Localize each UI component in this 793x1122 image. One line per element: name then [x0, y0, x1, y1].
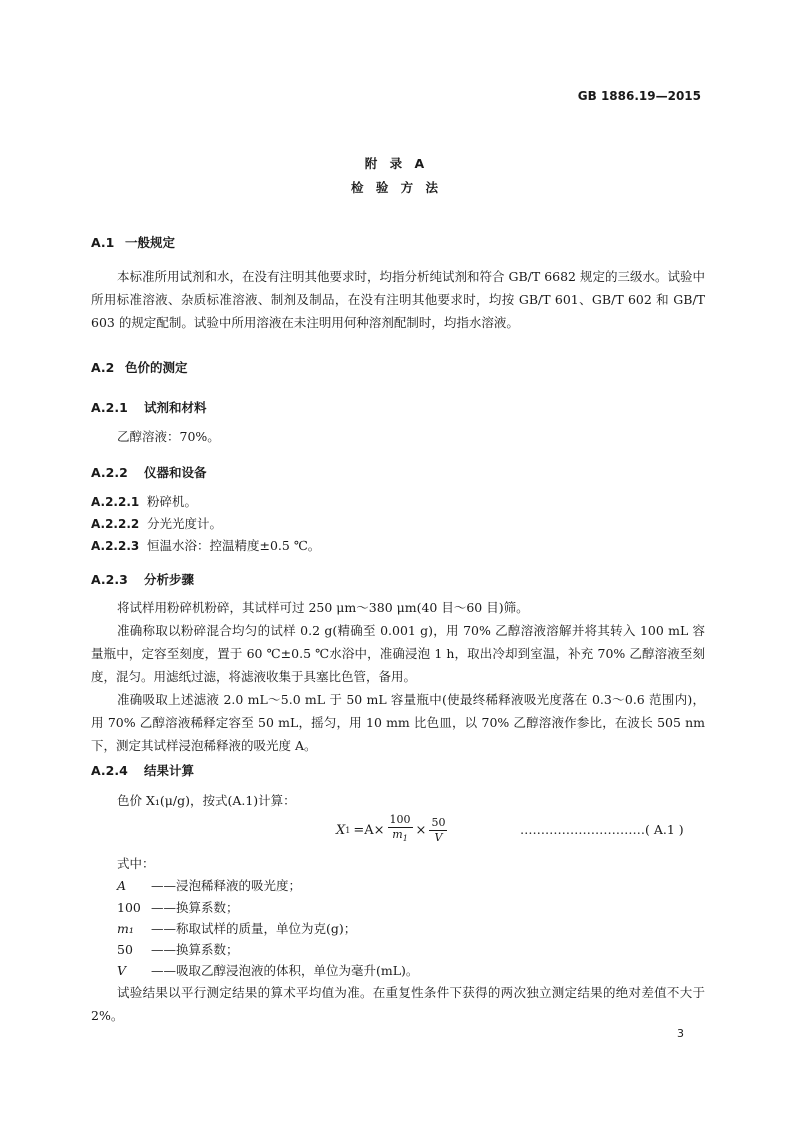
definition-symbol: V [117, 963, 127, 978]
appendix-title: 附 录 A [364, 156, 429, 171]
fraction-numerator: 50 [431, 815, 446, 829]
section-number: A.2.2 [91, 465, 128, 480]
section-number: A.2.4 [91, 763, 128, 778]
section-a1-heading [91, 233, 175, 251]
fraction-denominator: V [434, 830, 443, 844]
section-title: 结果计算 [144, 763, 195, 778]
section-number: A.1 [91, 235, 115, 250]
formula-fraction-2 [429, 816, 447, 845]
section-number: A.2.3 [91, 572, 128, 587]
equipment-item [91, 536, 320, 554]
appendix-subtitle: 检 验 方 法 [350, 180, 443, 195]
section-a21-heading [91, 398, 207, 416]
section-title: 试剂和材料 [144, 400, 207, 415]
item-text: 恒温水浴：控温精度±0.5 ℃。 [147, 538, 321, 553]
standard-number: GB 1886.19—2015 [577, 89, 701, 103]
equipment-item [91, 492, 197, 510]
fraction-numerator: 100 [389, 813, 411, 827]
fraction-denominator: $m_1$ [392, 828, 408, 844]
definition-text: ——换算系数； [151, 942, 239, 957]
equation-reference: …………………………( A.1 ) [520, 822, 684, 837]
conclusion-text: 试验结果以平行测定结果的算术平均值为准。在重复性条件下获得的两次独立测定结果的绝对差值不大于 2%。 [91, 985, 705, 1023]
section-title: 一般规定 [125, 235, 176, 250]
formula-lhs-subscript: 1 [345, 825, 351, 835]
formula-intro: 色价 X₁(μ/g)，按式(A.1)计算： [117, 793, 296, 808]
item-text: 粉碎机。 [147, 494, 198, 509]
definition-text: ——吸取乙醇浸泡液的体积，单位为毫升(mL)。 [151, 963, 419, 978]
definition-item [117, 898, 239, 916]
section-a1-text: 本标准所用试剂和水，在没有注明其他要求时，均指分析纯试剂和符合 GB/T 6682 规定的三级水。试验中所用标准溶液、杂质标准溶液、制剂及制品，在没有注明其他要求时，均按 GB/T 601、GB/T 602 和 GB/T 603 的规定配制。试验中所用溶液在未注明用何种溶剂配制时，均指水溶液。 [91, 269, 705, 330]
section-a21-text: 乙醇溶液：70%。 [117, 429, 220, 444]
section-number: A.2 [91, 360, 115, 375]
definition-item [117, 876, 301, 894]
definition-symbol: 100 [117, 900, 141, 915]
equipment-item [91, 514, 222, 532]
section-a24-heading [91, 761, 194, 779]
item-number: A.2.2.3 [91, 539, 140, 553]
section-title: 分析步骤 [144, 572, 195, 587]
definition-text: ——浸泡稀释液的吸光度； [151, 878, 302, 893]
formula-times: × [415, 822, 427, 838]
definition-text: ——称取试样的质量，单位为克(g)； [151, 921, 357, 936]
item-text: 分光光度计。 [147, 516, 223, 531]
formula-a1 [336, 812, 450, 848]
section-a22-heading [91, 463, 207, 481]
item-number: A.2.2.1 [91, 495, 140, 509]
where-label: 式中： [117, 856, 155, 871]
section-title: 色价的测定 [125, 360, 188, 375]
formula-equals: =A× [353, 822, 385, 838]
definition-item [117, 919, 356, 937]
section-title: 仪器和设备 [144, 465, 207, 480]
definition-item [117, 961, 418, 979]
item-number: A.2.2.2 [91, 517, 140, 531]
section-a23-paragraph-1: 将试样用粉碎机粉碎，其试样可过 250 μm～380 μm(40 目～60 目)筛。 [117, 600, 529, 615]
definition-symbol: m₁ [117, 921, 134, 936]
section-number: A.2.1 [91, 400, 128, 415]
section-a2-heading [91, 358, 188, 376]
formula-lhs: X [336, 822, 346, 838]
page-number: 3 [677, 1027, 684, 1040]
definition-symbol: A [117, 878, 127, 893]
section-a23-paragraph-2: 准确称取以粉碎混合均匀的试样 0.2 g(精确至 0.001 g)，用 70% 乙醇溶液溶解并将其转入 100 mL 容量瓶中，定容至刻度，置于 60 ℃±0.5 ℃水浴中，准确浸泡 1 h，取出冷却到室温，补充 70% 乙醇溶液至刻度，混匀。用滤纸过滤，将滤液收集于具塞比色管，备用。 [91, 623, 705, 684]
definition-symbol: 50 [117, 942, 133, 957]
definition-item [117, 940, 239, 958]
definition-text: ——换算系数； [151, 900, 239, 915]
section-a23-paragraph-3: 准确吸取上述滤液 2.0 mL～5.0 mL 于 50 mL 容量瓶中(使最终稀释液吸光度落在 0.3～0.6 范围内)，用 70% 乙醇溶液稀释定容至 50 mL，摇匀，用 10 mm 比色皿，以 70% 乙醇溶液作参比，在波长 505 nm 下，测定其试样浸泡稀释液的吸光度 A。 [91, 692, 705, 753]
section-a23-heading [91, 570, 194, 588]
formula-fraction-1 [388, 813, 413, 846]
